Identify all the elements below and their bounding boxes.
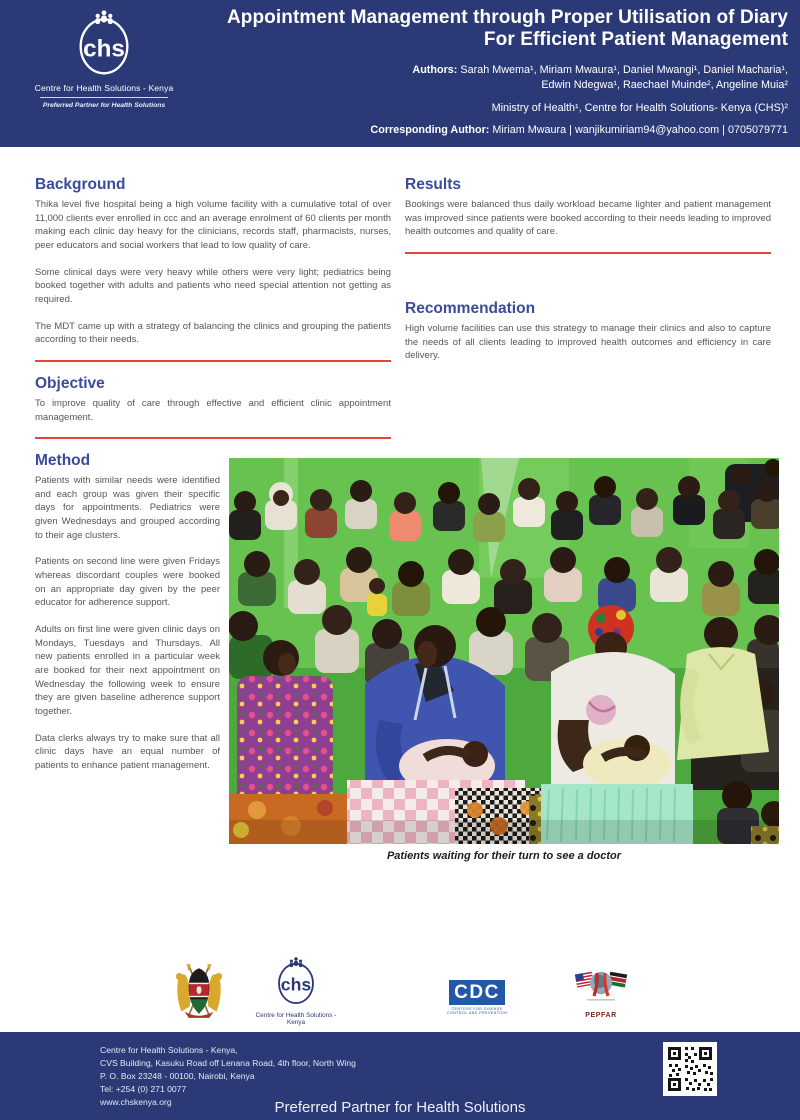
recommendation-heading: Recommendation <box>405 300 536 318</box>
poster-title <box>168 7 788 51</box>
svg-text:chs: chs <box>83 35 125 63</box>
pepfar-logo <box>570 966 632 1019</box>
background-paragraph: Thika level five hospital being a high volume facility with a cumulative total of over 11,000 clients ever enrolled in ccc and an average enrolment of 60 clients per month making each clinic day heavy for the clinicians, records staff, pharmacists, nurses, peer educators and social workers that lead to low quality of care. <box>35 199 391 252</box>
cdc-logo-box: CDC <box>449 980 505 1005</box>
left-column <box>35 176 391 452</box>
red-divider <box>405 252 771 254</box>
chs-logo-tagline: Preferred Partner for Health Solutions <box>42 102 166 109</box>
pepfar-label: PEPFAR <box>585 1012 617 1019</box>
objective-paragraph: To improve quality of care through effective and efficient clinic appointment management. <box>35 398 391 423</box>
footer-address-line: Centre for Health Solutions - Kenya, <box>100 1045 238 1055</box>
footer-address-line: P. O. Box 23248 - 00100, Nairobi, Kenya <box>100 1070 255 1081</box>
chs-logo-header <box>34 6 174 109</box>
header-band <box>0 0 800 147</box>
corresponding-text: Miriam Mwaura | wanjikumiriam94@yahoo.com | 0705079771 <box>492 124 788 137</box>
red-divider <box>35 437 391 439</box>
pepfar-logo-icon <box>573 966 629 1006</box>
objective-heading: Objective <box>35 375 105 393</box>
chs-logo-name: Centre for Health Solutions - Kenya <box>34 83 174 93</box>
qr-code <box>663 1042 717 1096</box>
method-heading: Method <box>35 452 91 469</box>
method-column <box>35 452 220 786</box>
chs-logo-rule <box>40 97 168 98</box>
cdc-logo-subtext: CENTERS FOR DISEASE CONTROL AND PREVENTION <box>446 1006 508 1016</box>
kenya-coat-of-arms <box>168 964 230 1023</box>
method-paragraph: Adults on first line were given clinic days on Mondays, Tuesdays and Thursdays. All new patients enrolled in a particular week are booked for their next appointment on Wednesday the following week to ensure they are given baseline adherence support together. <box>35 624 220 718</box>
photo-caption: Patients waiting for their turn to see a doctor <box>386 850 622 862</box>
method-paragraph: Patients with similar needs were identified and each group was given their specific days for appointments. Pediatrics were given Wednesdays and grouped according to their age clusters. <box>35 475 220 541</box>
background-heading: Background <box>35 176 126 193</box>
chs-footer-name: Centre for Health Solutions - Kenya <box>255 1012 337 1026</box>
results-heading: Results <box>405 176 461 193</box>
right-column <box>405 176 771 376</box>
affiliations: Ministry of Health¹, Centre for Health Solutions- Kenya (CHS)² <box>491 102 788 115</box>
poster-title-line1: Appointment Management through Proper Utilisation of Diary <box>226 7 788 28</box>
method-paragraph: Patients on second line were given Fridays whereas discordant couples were booked on an appropriate day given by the peer educator for adherence support. <box>35 556 220 609</box>
background-paragraph: The MDT came up with a strategy of balancing the clinics and grouping the patients according to their needs. <box>35 320 391 346</box>
results-paragraph: Bookings were balanced thus daily workload became lighter and patient management was improved since patients were booked according to their needs leading to improved health outcomes and quality of care. <box>405 199 771 238</box>
poster-title-line2: For Efficient Patient Management <box>483 29 788 51</box>
footer-tagline: Preferred Partner for Health Solutions <box>274 1099 526 1116</box>
header-text-block <box>168 7 788 136</box>
red-divider <box>35 360 391 362</box>
recommendation-paragraph: High volume facilities can use this strategy to manage their clinics and also to capture the needs of all clients leading to improved health outcomes and efficiency in care delivery. <box>405 323 771 362</box>
method-paragraph: Data clerks always try to make sure that all clinic days have an equal number of patients to enhance patient management. <box>35 732 220 772</box>
footer-address-line: www.chskenya.org <box>100 1096 172 1107</box>
chs-logo-footer <box>246 954 346 1026</box>
svg-text:chs: chs <box>280 974 312 995</box>
footer-band <box>0 1032 800 1120</box>
corresponding-label: Corresponding Author: <box>370 124 490 137</box>
corresponding-author <box>168 124 788 136</box>
authors-block <box>168 63 788 93</box>
footer-address-line: Tel: +254 (0) 271 0077 <box>100 1083 187 1094</box>
authors-line2: Edwin Ndegwa¹, Raechael Muinde², Angeline Muia² <box>541 79 788 92</box>
authors-line1: Sarah Mwema¹, Miriam Mwaura¹, Daniel Mwangi¹, Daniel Macharia¹, <box>460 64 788 77</box>
background-paragraph: Some clinical days were very heavy while others were very light; pediatrics being booked together with adults and patients who need special attention not getting as required. <box>35 266 391 306</box>
chs-logo-footer-icon <box>275 954 317 1005</box>
patients-photo <box>229 458 779 844</box>
cdc-logo <box>446 980 508 1016</box>
authors-label: Authors: <box>412 64 458 77</box>
footer-address-line: CVS Building, Kasuku Road off Lenana Road, 4th floor, North Wing <box>100 1057 356 1068</box>
chs-logo-icon <box>75 6 133 76</box>
